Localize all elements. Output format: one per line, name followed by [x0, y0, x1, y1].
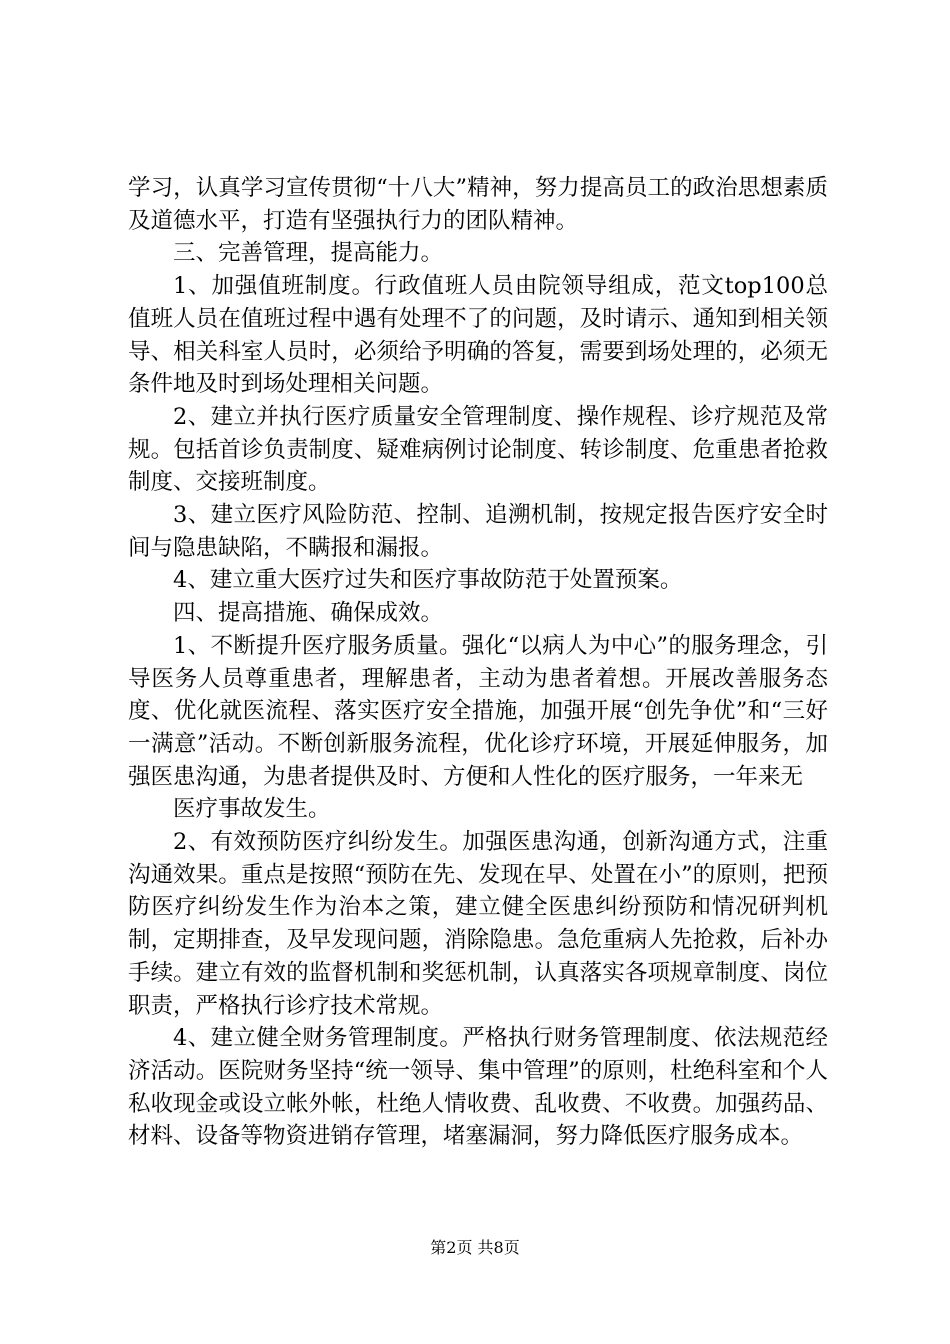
paragraph-no-accident: 医疗事故发生。: [173, 796, 331, 823]
paragraph-quality-system: 2、建立并执行医疗质量安全管理制度、操作规程、诊疗规范及常规。包括首诊负责制度、疑难病例讨论制度、转诊制度、危重患者抢救制度、交接班制度。: [128, 403, 828, 496]
paragraph-accident-plan: 4、建立重大医疗过失和医疗事故防范于处置预案。: [173, 567, 683, 594]
paragraph-finance-management: 4、建立健全财务管理制度。严格执行财务管理制度、依法规范经济活动。医院财务坚持“统一领导、集中管理”的原则，杜绝科室和个人私收现金或设立帐外帐，杜绝人情收费、乱收费、不收费。加强药品、材料、设备等物资进销存管理，堵塞漏洞，努力降低医疗服务成本。: [128, 1025, 828, 1150]
section-heading-three: 三、完善管理，提高能力。: [173, 240, 444, 267]
section-heading-four: 四、提高措施、确保成效。: [173, 600, 444, 627]
paragraph-duty-system: 1、加强值班制度。行政值班人员由院领导组成，范文top100总值班人员在值班过程中遇有处理不了的问题，及时请示、通知到相关领导、相关科室人员时，必须给予明确的答复，需要到场处理的，必须无条件地及时到场处理相关问题。: [128, 273, 828, 398]
paragraph-study: 学习，认真学习宣传贯彻“十八大”精神，努力提高员工的政治思想素质及道德水平，打造有坚强执行力的团队精神。: [128, 175, 828, 234]
page-number-footer: 第2页 共8页: [430, 1238, 520, 1257]
paragraph-dispute-prevention: 2、有效预防医疗纠纷发生。加强医患沟通，创新沟通方式，注重沟通效果。重点是按照“预防在先、发现在早、处置在小”的原则，把预防医疗纠纷发生作为治本之策，建立健全医患纠纷预防和情况研判机制，定期排查，及早发现问题，消除隐患。急危重病人先抢救，后补办手续。建立有效的监督机制和奖惩机制，认真落实各项规章制度、岗位职责，严格执行诊疗技术常规。: [128, 829, 828, 1019]
document-body: [128, 172, 828, 1153]
paragraph-service-quality: 1、不断提升医疗服务质量。强化“以病人为中心”的服务理念，引导医务人员尊重患者，理解患者，主动为患者着想。开展改善服务态度、优化就医流程、落实医疗安全措施，加强开展“创先争优”和“三好一满意”活动。不断创新服务流程，优化诊疗环境，开展延伸服务，加强医患沟通，为患者提供及时、方便和人性化的医疗服务，一年来无: [128, 632, 828, 790]
paragraph-risk-prevention: 3、建立医疗风险防范、控制、追溯机制，按规定报告医疗安全时间与隐患缺陷，不瞒报和漏报。: [128, 502, 828, 561]
